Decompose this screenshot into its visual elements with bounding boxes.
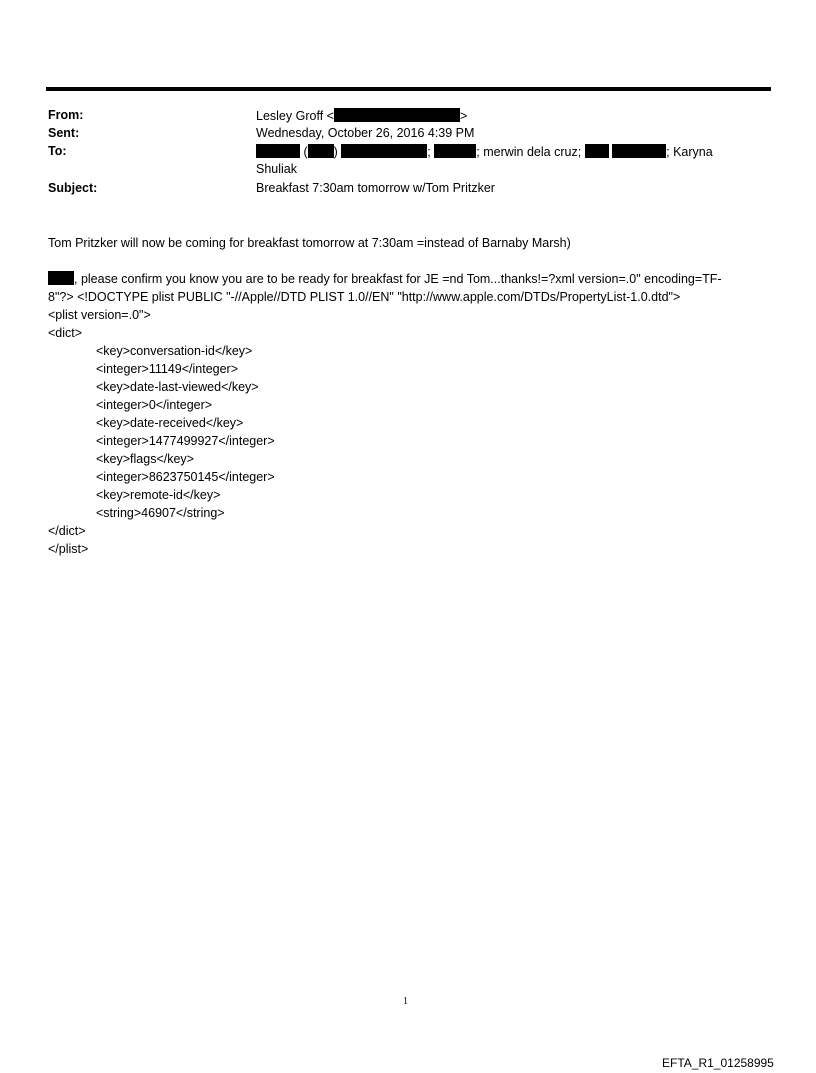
close-dict: </dict> [48,524,86,538]
body-line-2 [48,270,722,288]
from-value [256,108,467,123]
redaction [308,144,334,158]
document-id: EFTA_R1_01258995 [662,1056,774,1070]
plist-line: <string>46907</string> [96,506,225,520]
to-paren-close: ) [333,145,338,159]
redaction [48,271,74,285]
plist-line: <key>remote-id</key> [96,488,221,502]
plist-line: <key>conversation-id</key> [96,344,253,358]
to-value-line2: Shuliak [256,162,297,176]
redaction [434,144,476,158]
redaction [341,144,427,158]
page-number: 1 [403,996,408,1007]
redaction [334,108,460,122]
redaction [612,144,666,158]
sent-label: Sent: [48,126,80,140]
to-sep: ; [427,145,431,159]
from-name: Lesley Groff < [256,109,334,123]
plist-line: <integer>0</integer> [96,398,213,412]
subject-label: Subject: [48,181,98,195]
to-value-line1 [256,144,713,159]
redaction [256,144,300,158]
plist-line: <integer>8623750145</integer> [96,470,275,484]
plist-line: <integer>1477499927</integer> [96,434,275,448]
body-line-1: Tom Pritzker will now be coming for breakfast tomorrow at 7:30am =instead of Barnaby Marsh) [48,236,571,250]
to-name-merwin: ; merwin dela cruz; [476,145,582,159]
from-close: > [459,109,468,123]
plist-line: <integer>11149</integer> [96,362,239,376]
body-line-4: <plist version=.0"> [48,308,151,322]
plist-line: <key>date-received</key> [96,416,244,430]
plist-line: <key>flags</key> [96,452,194,466]
body-line-2-text: , please confirm you know you are to be ready for breakfast for JE =nd Tom...thanks!=?xml version=.0" encoding=TF- [74,272,722,286]
body-line-5: <dict> [48,326,83,340]
sent-value: Wednesday, October 26, 2016 4:39 PM [256,126,475,140]
from-label: From: [48,108,84,122]
to-paren-open: ( [300,145,308,159]
header-rule [46,87,771,91]
to-name-karyna: ; Karyna [666,145,713,159]
plist-line: <key>date-last-viewed</key> [96,380,259,394]
subject-value: Breakfast 7:30am tomorrow w/Tom Pritzker [256,181,495,195]
body-line-3: 8"?> <!DOCTYPE plist PUBLIC "-//Apple//DTD PLIST 1.0//EN" "http://www.apple.com/DTDs/PropertyList-1.0.dtd"> [48,290,681,304]
to-label: To: [48,144,67,158]
redaction [585,144,609,158]
close-plist: </plist> [48,542,89,556]
